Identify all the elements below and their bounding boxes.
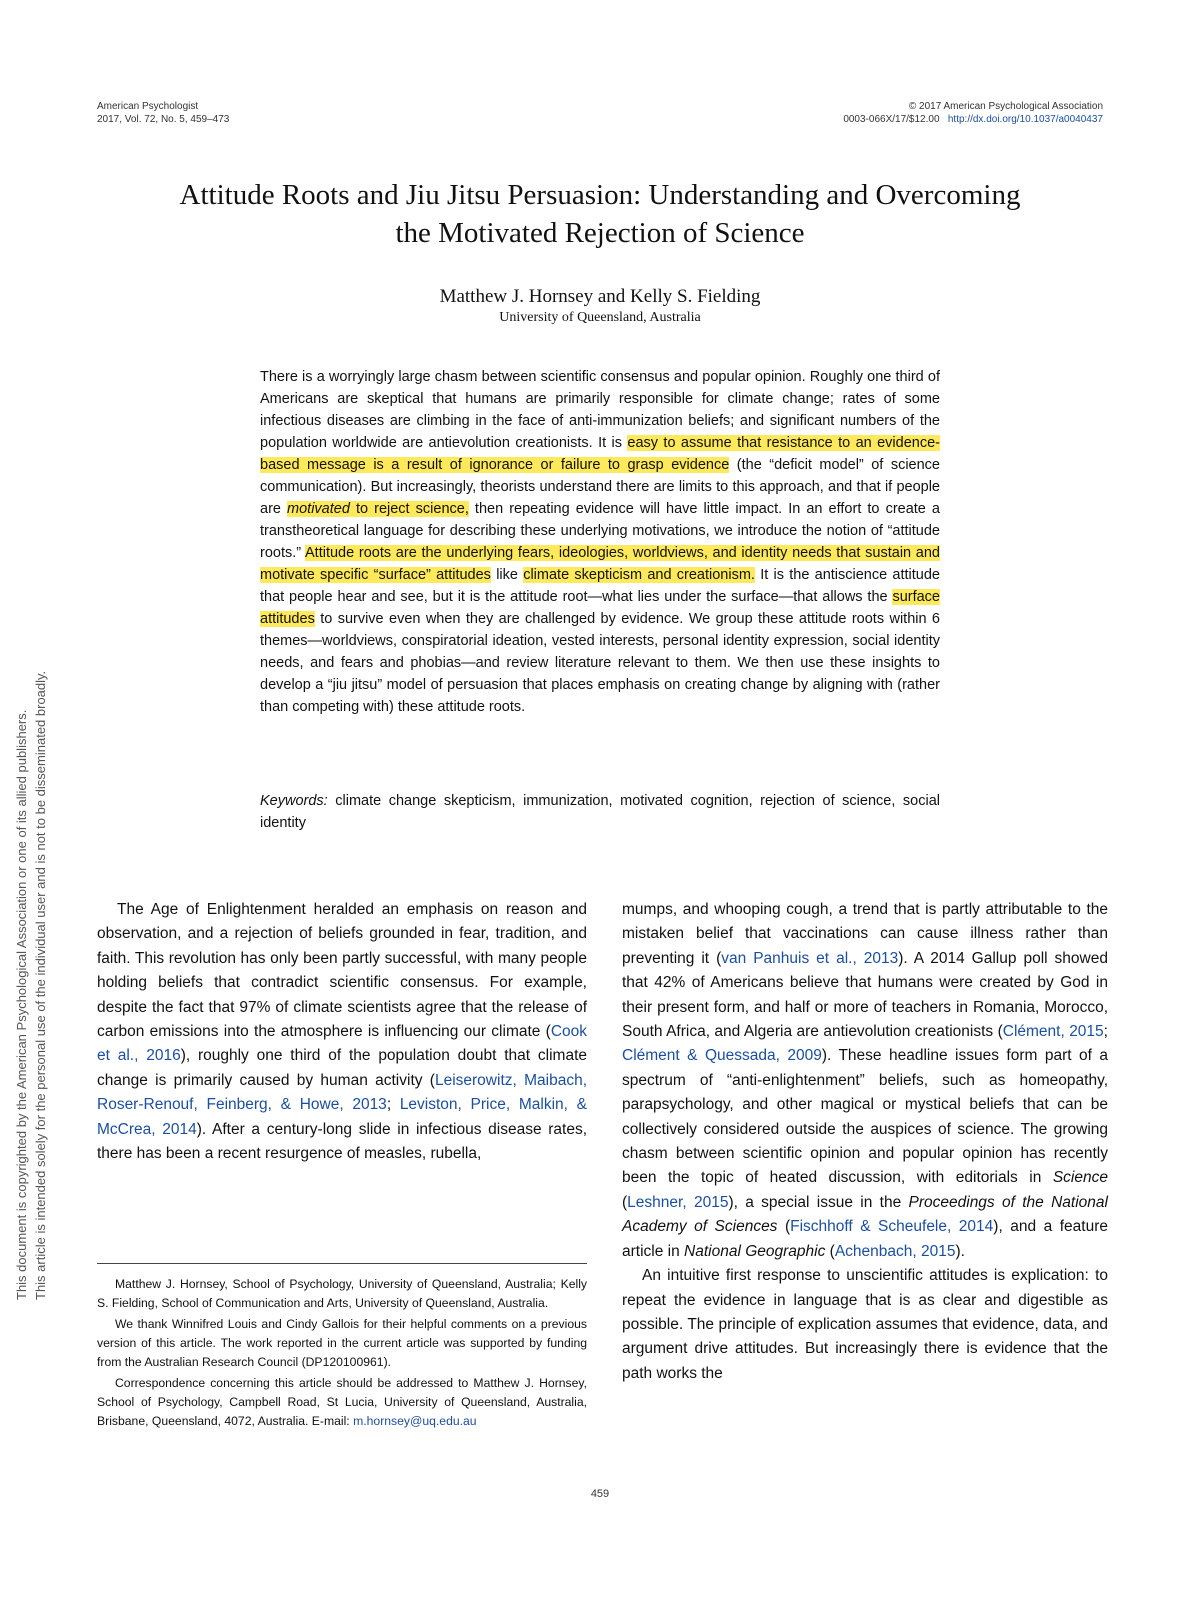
abstract-text: then repeating evidence will have little impact. In an effort to create a transtheoretical language for describing these underlying motivations, we introduce the notion of “attitude roots.”	[260, 501, 940, 561]
abstract-highlight-text: to reject science,	[349, 501, 469, 517]
journal-name: American Psychologist	[97, 101, 199, 112]
keywords-label: Keywords:	[260, 793, 328, 809]
body-text: ;	[1103, 1023, 1108, 1041]
body-text: ;	[386, 1096, 400, 1114]
citation-link[interactable]: van Panhuis et al., 2013	[721, 949, 899, 967]
footnote-affiliations: Matthew J. Hornsey, School of Psychology, University of Queensland, Australia; Kelly S. Fielding, School of Communication and Arts, University of Queensland, Australia.	[97, 1277, 587, 1310]
abstract-text: It is the antiscience attitude that people hear and see, but it is the attitude root—what lies under the surface—that allows the	[260, 567, 940, 605]
body-text: ), and a feature article in	[622, 1218, 1109, 1260]
footnote-acknowledgements: We thank Winnifred Louis and Cindy Gallois for their helpful comments on a previous version of this article. The work reported in the current article was supported by funding from the Australian Research Council (DP120100961).	[97, 1317, 587, 1369]
side-notice-line-1: This document is copyrighted by the American Psychological Association or one of its allied publishers.	[14, 709, 29, 1300]
footnote-text: Correspondence concerning this article should be addressed to Matthew J. Hornsey, School of Psychology, Campbell Road, St Lucia, University of Queensland, Australia, Brisbane, Queensland, 4072, Australia. E-mail:	[97, 1376, 587, 1428]
citation-link[interactable]: Fischhoff & Scheufele, 2014	[790, 1218, 994, 1236]
body-paragraph	[97, 898, 587, 1166]
body-text: ).	[955, 1242, 965, 1260]
body-text: ). After a century-long slide in infectious disease rates, there has been a recent resurgence of measles, rubella,	[97, 1120, 588, 1163]
body-text: ). These headline issues form part of a spectrum of “anti-enlightenment” beliefs, such as homeopathy, parapsychology, and other magical or mystical beliefs that can be collectively considered outside the auspices of science. The growing chasm between scientific opinion and popular opinion has recently been the topic of heated discussion, with editorials in	[622, 1047, 1108, 1187]
issn: 0003-066X/17/$12.00	[843, 114, 940, 125]
side-notice-line-2: This article is intended solely for the personal use of the individual user and is not to be disseminated broadly.	[33, 670, 48, 1300]
abstract-highlight[interactable]: surface attitudes	[260, 589, 940, 627]
body-text: The Age of Enlightenment heralded an emphasis on reason and observation, and a rejection of beliefs grounded in fear, tradition, and faith. This revolution has only been partly successful, with many people holding beliefs that contradict scientific consensus. For example, despite the fact that 97% of climate scientists agree that the release of carbon emissions into the atmosphere is influencing our climate (	[97, 901, 587, 1041]
author-affiliation: University of Queensland, Australia	[499, 310, 701, 325]
keywords-text: climate change skepticism, immunization, motivated cognition, rejection of science, social identity	[260, 793, 940, 831]
footnote-divider	[97, 1263, 587, 1264]
citation-link[interactable]: Clément, 2015	[1002, 1023, 1104, 1041]
footnotes	[97, 1275, 587, 1433]
article-authors: Matthew J. Hornsey and Kelly S. Fielding	[439, 286, 761, 307]
body-column-left	[97, 898, 587, 1166]
body-column-right	[622, 898, 1108, 1386]
journal-title-italic: Proceedings of the National Academy of Sciences	[622, 1193, 1108, 1236]
abstract-highlight[interactable]: easy to assume that resistance to an evidence-based message is a result of ignorance or failure to grasp evidence	[260, 435, 940, 473]
body-paragraph: An intuitive first response to unscientific attitudes is explication: to repeat the evidence in language that is as clear and digestible as possible. The principle of explication assumes that evidence, data, and argument drive attitudes. But increasingly there is evidence that the path works the	[622, 1267, 1108, 1382]
keywords	[260, 790, 940, 834]
journal-issue: 2017, Vol. 72, No. 5, 459–473	[97, 114, 230, 125]
abstract-text: (the “deficit model” of science communication). But increasingly, theorists understand there are limits to this approach, and that if people are	[260, 457, 940, 517]
title-line-2: the Motivated Rejection of Science	[395, 217, 805, 249]
body-text: (	[825, 1242, 835, 1260]
footnote-correspondence	[97, 1374, 587, 1431]
body-text: ), a special issue in the	[728, 1193, 909, 1211]
body-paragraph	[622, 898, 1108, 1264]
body-text: ), roughly one third of the population doubt that climate change is primarily caused by human activity (	[97, 1047, 588, 1089]
citation-link[interactable]: Leshner, 2015	[627, 1193, 729, 1211]
abstract-text: like	[490, 567, 524, 583]
abstract-highlight[interactable]: Attitude roots are the underlying fears, ideologies, worldviews, and identity needs that sustain and motivate specific “surface” attitudes	[260, 545, 940, 583]
article-title	[90, 176, 1110, 252]
body-text: mumps, and whooping cough, a trend that is partly attributable to the mistaken belief that vaccinations can cause illness rather than preventing it (	[622, 901, 1108, 967]
citation-link[interactable]: Leviston, Price, Malkin, & McCrea, 2014	[97, 1096, 587, 1138]
citation-link[interactable]: Achenbach, 2015	[834, 1242, 956, 1260]
email-link[interactable]: m.hornsey@uq.edu.au	[353, 1414, 477, 1428]
title-line-1: Attitude Roots and Jiu Jitsu Persuasion: Understanding and Overcoming	[179, 179, 1021, 211]
abstract-highlight[interactable]: climate skepticism and creationism.	[523, 567, 755, 583]
abstract-text: There is a worryingly large chasm between scientific consensus and popular opinion. Roughly one third of Americans are skeptical that humans are primarily responsible for climate change; rates of some infectious diseases are climbing in the face of anti-immunization beliefs; and significant numbers of the population worldwide are antievolution creationists. It is	[260, 369, 940, 451]
body-text: (	[622, 1193, 628, 1211]
abstract-highlight-italic: motivated	[287, 501, 350, 517]
issn-doi-line	[843, 113, 1103, 126]
abstract-text: to survive even when they are challenged by evidence. We group these attitude roots within 6 themes—worldviews, conspiratorial ideation, vested interests, personal identity expression, social identity needs, and fears and phobias—and review literature relevant to them. We then use these insights to develop a “jiu jitsu” model of persuasion that places emphasis on creating change by aligning with (rather than competing with) these attitude roots.	[260, 611, 940, 715]
citation-link[interactable]: Clément & Quessada, 2009	[622, 1047, 822, 1065]
journal-header-left	[97, 100, 229, 126]
abstract	[260, 366, 940, 718]
citation-link[interactable]: Leiserowitz, Maibach, Roser-Renouf, Feinberg, & Howe, 2013	[97, 1071, 587, 1114]
doi-link[interactable]: http://dx.doi.org/10.1037/a0040437	[947, 114, 1103, 125]
journal-header-right	[843, 100, 1103, 126]
abstract-highlight[interactable]	[287, 501, 469, 517]
citation-link[interactable]: Cook et al., 2016	[97, 1023, 587, 1065]
journal-title-italic: Science	[1052, 1169, 1108, 1187]
page-number: 459	[590, 1488, 610, 1500]
journal-title-italic: National Geographic	[684, 1242, 826, 1260]
body-text: (	[777, 1218, 791, 1236]
body-text: ). A 2014 Gallup poll showed that 42% of Americans believe that humans were created by God in their present form, and half or more of teachers in Romania, Morocco, South Africa, and Algeria are antievolution creationists (	[622, 949, 1108, 1041]
copyright-line: © 2017 American Psychological Association	[908, 101, 1103, 112]
